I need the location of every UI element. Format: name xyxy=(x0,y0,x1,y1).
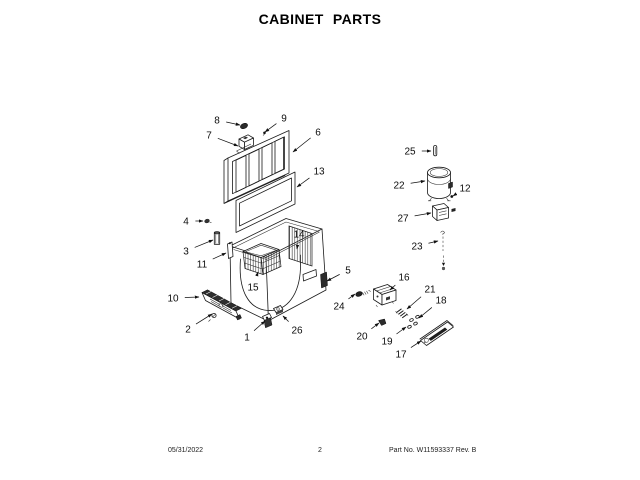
callout-leader-23 xyxy=(428,241,438,243)
callout-4 xyxy=(183,217,203,228)
callout-11 xyxy=(197,253,226,271)
callout-leader-24 xyxy=(348,294,355,299)
callout-leader-9 xyxy=(265,124,276,132)
callout-label-25: 25 xyxy=(404,146,416,158)
callout-12 xyxy=(453,184,471,197)
callout-label-17: 17 xyxy=(395,349,407,361)
callout-27 xyxy=(397,213,431,225)
hinge-cap xyxy=(240,122,249,130)
callout-leader-13 xyxy=(297,178,309,187)
leveling-leg xyxy=(263,314,273,328)
callout-label-8: 8 xyxy=(214,115,220,127)
page-title: CABINET PARTS xyxy=(258,11,382,27)
callout-label-21: 21 xyxy=(424,284,436,296)
callout-label-10: 10 xyxy=(167,293,179,305)
callout-label-26: 26 xyxy=(291,325,303,337)
callout-20 xyxy=(356,323,379,343)
callout-18 xyxy=(419,296,447,319)
spring-clips xyxy=(396,309,409,318)
callout-leader-3 xyxy=(195,240,213,247)
callout-24 xyxy=(333,294,355,313)
hinge-pin xyxy=(214,232,219,245)
callout-label-4: 4 xyxy=(183,216,189,228)
drain-block xyxy=(321,272,328,288)
callout-leader-11 xyxy=(213,253,226,259)
panel-screws-lower xyxy=(407,322,418,329)
panel-screws-upper xyxy=(409,315,420,322)
callout-label-3: 3 xyxy=(183,246,189,258)
callout-label-19: 19 xyxy=(381,336,393,348)
callout-leader-7 xyxy=(218,138,238,146)
callout-leader-27 xyxy=(415,213,431,216)
callout-label-27: 27 xyxy=(397,213,409,225)
callout-label-18: 18 xyxy=(435,295,447,307)
callout-leader-22 xyxy=(411,181,425,183)
callout-label-11: 11 xyxy=(196,259,208,271)
callout-leader-12 xyxy=(453,195,455,196)
mounting-clip xyxy=(379,319,387,326)
callout-8 xyxy=(214,116,240,127)
callout-leader-18 xyxy=(419,307,432,318)
footer-date: 05/31/2022 xyxy=(168,447,204,454)
callout-leader-21 xyxy=(407,297,421,309)
callout-label-9: 9 xyxy=(281,113,287,125)
callout-label-12: 12 xyxy=(459,183,471,195)
footer-part-info: Part No. W11593337 Rev. B xyxy=(389,447,477,454)
callout-label-2: 2 xyxy=(185,324,191,336)
callout-6 xyxy=(293,128,321,153)
thermostat-sensor xyxy=(355,290,371,297)
callout-9 xyxy=(265,114,287,133)
callout-label-7: 7 xyxy=(206,130,212,142)
callout-21 xyxy=(407,285,436,310)
callout-19 xyxy=(381,327,406,348)
callout-17 xyxy=(395,341,421,361)
callout-13 xyxy=(297,167,325,188)
relay-clip-pin xyxy=(441,231,446,270)
compressor-pin xyxy=(434,146,437,156)
callout-leader-6 xyxy=(293,138,311,152)
callout-10 xyxy=(167,294,199,305)
callout-label-20: 20 xyxy=(356,331,368,343)
callout-22 xyxy=(393,181,425,192)
callout-label-14: 14 xyxy=(293,229,305,241)
callout-3 xyxy=(183,240,213,258)
hinge-screw-small xyxy=(204,218,211,223)
callout-label-16: 16 xyxy=(398,272,410,284)
callout-label-1: 1 xyxy=(244,332,250,344)
grille-screw xyxy=(209,313,217,321)
callout-label-6: 6 xyxy=(315,127,321,139)
callout-leader-17 xyxy=(411,341,421,348)
callout-label-5: 5 xyxy=(345,265,351,277)
compressor-screw xyxy=(450,195,453,198)
callout-leader-10 xyxy=(185,297,199,298)
compressor xyxy=(428,167,453,201)
callout-leader-19 xyxy=(396,327,406,334)
callout-1 xyxy=(244,321,265,344)
control-panel xyxy=(420,321,454,346)
callout-label-23: 23 xyxy=(411,241,423,253)
relay-cover xyxy=(433,204,456,221)
callout-2 xyxy=(185,314,212,336)
callout-16 xyxy=(390,273,410,291)
callout-25 xyxy=(404,147,431,158)
callout-26 xyxy=(283,316,303,337)
callout-leader-2 xyxy=(196,314,212,324)
callout-leader-26 xyxy=(283,316,289,322)
callout-label-13: 13 xyxy=(313,166,325,178)
callout-label-24: 24 xyxy=(333,301,345,313)
callout-leader-1 xyxy=(254,321,265,331)
callout-leader-8 xyxy=(226,122,240,125)
hinge-post xyxy=(228,242,234,259)
callout-leader-5 xyxy=(327,274,340,281)
callout-leader-20 xyxy=(371,323,379,329)
callout-5 xyxy=(327,266,351,282)
callout-label-15: 15 xyxy=(247,282,259,294)
callout-23 xyxy=(411,241,438,253)
footer-page-number: 2 xyxy=(318,447,322,454)
callout-label-22: 22 xyxy=(393,180,405,192)
callout-7 xyxy=(206,131,238,147)
